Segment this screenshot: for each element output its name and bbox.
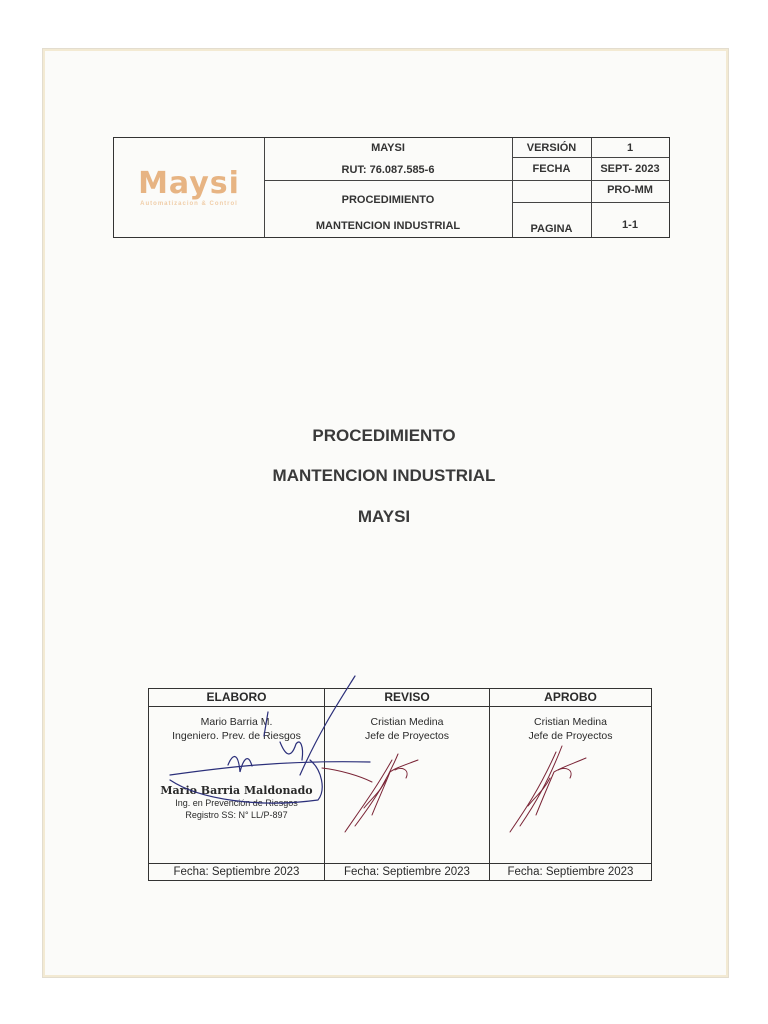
aprobo-heading: APROBO: [490, 689, 651, 707]
elaboro-role: Ingeniero. Prev. de Riesgos: [172, 730, 301, 742]
aprobo-role: Jefe de Proyectos: [528, 730, 613, 742]
main-title-mantencion: MANTENCION INDUSTRIAL: [272, 466, 496, 485]
reviso-heading: REVISO: [325, 689, 489, 707]
doc-type: PROCEDIMIENTO: [341, 194, 435, 206]
main-title-company: MAYSI: [357, 507, 411, 526]
professional-stamp: [149, 785, 324, 821]
elaboro-name: Mario Barria M.: [200, 716, 273, 728]
aprobo-name: Cristian Medina: [534, 716, 607, 728]
version-label: VERSIÓN: [526, 141, 577, 154]
logo-wordmark: Maysi: [138, 165, 240, 201]
reviso-column: [325, 689, 490, 880]
reviso-role: Jefe de Proyectos: [364, 730, 450, 742]
stamp-registro: Registro SS: N° LL/P-897: [185, 810, 288, 820]
reviso-fecha: Fecha: Septiembre 2023: [325, 863, 489, 880]
company-name: MAYSI: [371, 142, 405, 154]
document-header-table: [113, 137, 670, 238]
stamp-name: Mario Barria Maldonado: [160, 784, 313, 797]
elaboro-fecha: Fecha: Septiembre 2023: [149, 863, 324, 880]
main-title-procedimiento: PROCEDIMIENTO: [312, 426, 456, 445]
fecha-value: SEPT- 2023: [600, 163, 660, 175]
company-logo: [114, 138, 264, 237]
aprobo-fecha: Fecha: Septiembre 2023: [490, 863, 651, 880]
fecha-label: FECHA: [532, 163, 571, 175]
elaboro-column: [149, 689, 325, 880]
logo-subtitle: Automatizacion & Control: [140, 200, 238, 207]
company-rut: RUT: 76.087.585-6: [341, 164, 435, 176]
signature-table: [148, 688, 652, 881]
doc-name: MANTENCION INDUSTRIAL: [315, 220, 461, 232]
aprobo-column: [490, 689, 651, 880]
version-value: 1: [626, 141, 634, 154]
pagina-value: 1-1: [622, 219, 638, 231]
reviso-name: Cristian Medina: [370, 716, 444, 728]
pagina-label: PAGINA: [530, 222, 573, 235]
stamp-title: Ing. en Prevención de Riesgos: [175, 798, 298, 808]
document-code: PRO-MM: [607, 184, 653, 196]
elaboro-heading: ELABORO: [149, 689, 324, 707]
